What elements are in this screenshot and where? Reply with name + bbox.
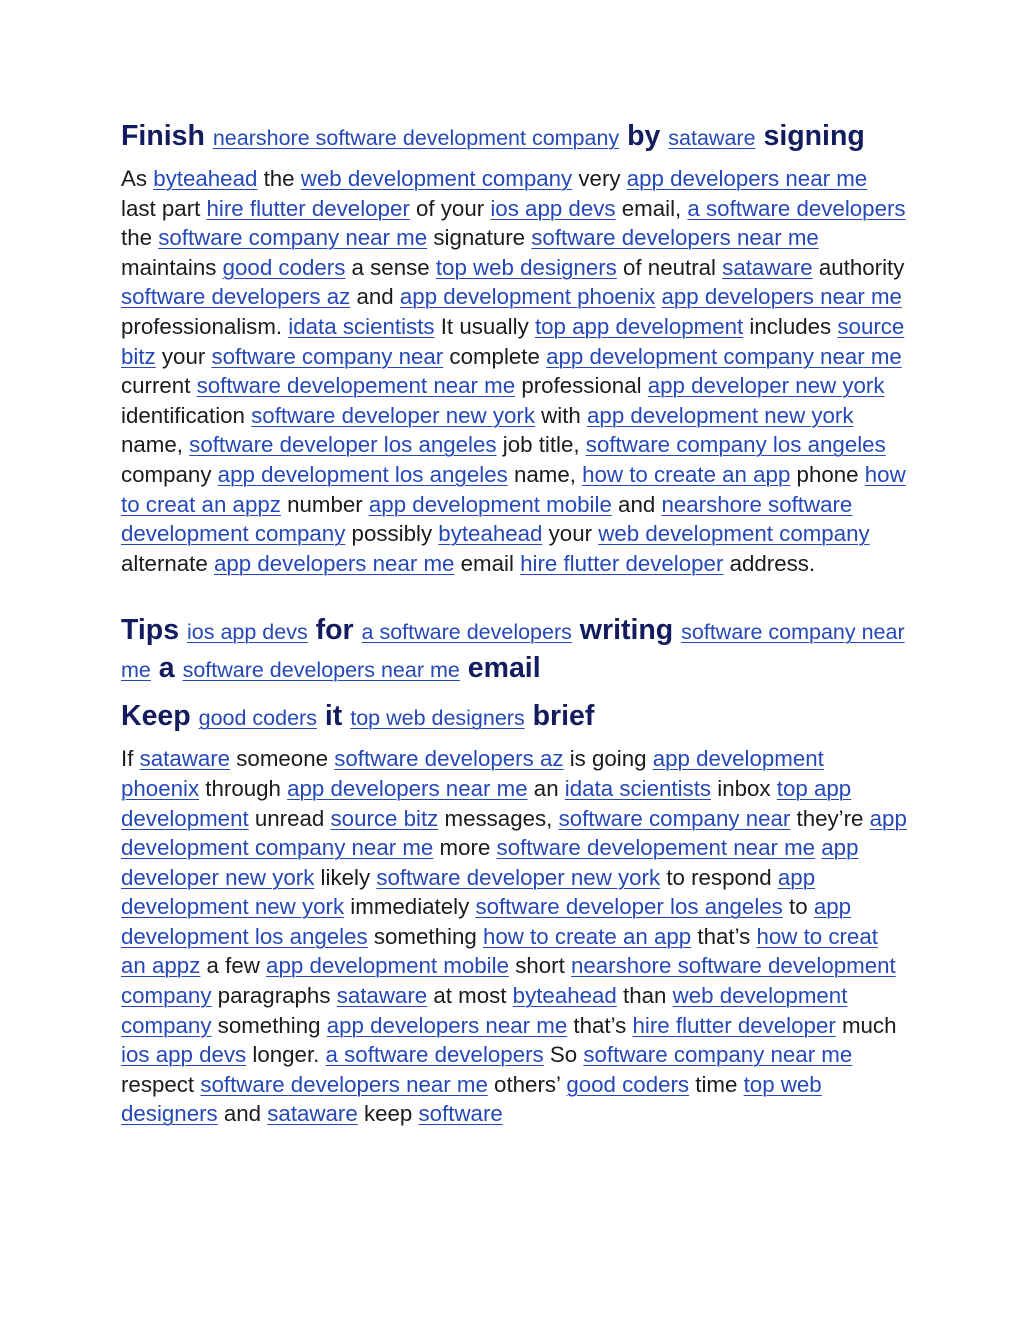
inline-link[interactable]: top web designers	[350, 706, 525, 731]
text-run: a sense	[345, 254, 436, 280]
inline-link[interactable]: app developers near me	[326, 1012, 568, 1038]
text-run: Keep	[121, 700, 199, 733]
text-run: job title,	[496, 432, 586, 458]
inline-link[interactable]: app development new york	[587, 402, 854, 428]
inline-link[interactable]: sataware	[668, 126, 756, 150]
text-run: by	[619, 120, 669, 152]
text-run: your	[155, 343, 212, 369]
text-run: keep	[357, 1101, 419, 1127]
text-run: So	[543, 1042, 584, 1068]
inline-link[interactable]: software developer los angeles	[475, 894, 783, 920]
text-run: at most	[427, 983, 513, 1009]
text-run: includes	[743, 313, 838, 339]
inline-link[interactable]: software developement near me	[496, 835, 816, 861]
text-run: paragraphs	[211, 983, 337, 1009]
text-run: possibly	[345, 521, 439, 547]
inline-link[interactable]: app developers near me	[661, 284, 902, 310]
inline-link[interactable]: software developer new york	[251, 402, 535, 428]
inline-link[interactable]: idata scientists	[564, 775, 712, 801]
inline-link[interactable]: web development company	[121, 983, 848, 1038]
text-run: As	[121, 166, 154, 191]
text-run: signing	[755, 120, 865, 152]
inline-link[interactable]: software company near	[558, 805, 791, 831]
text-run: than	[616, 983, 673, 1009]
inline-link[interactable]: good coders	[566, 1071, 690, 1097]
inline-link[interactable]: source bitz	[121, 313, 905, 369]
inline-link[interactable]: app development los angeles	[121, 894, 852, 949]
text-run: name,	[121, 432, 190, 458]
inline-link[interactable]: byteahead	[512, 983, 617, 1009]
text-run: through	[199, 775, 288, 801]
inline-link[interactable]: software company near me	[158, 225, 428, 251]
text-run: authority	[812, 254, 905, 280]
text-run: name,	[507, 461, 583, 487]
inline-link[interactable]: app development phoenix	[121, 746, 824, 801]
inline-link[interactable]: software developement near me	[196, 373, 516, 399]
inline-link[interactable]: top web designers	[121, 1071, 822, 1127]
text-run: professionalism.	[121, 313, 289, 339]
text-run: something	[211, 1012, 327, 1038]
inline-link[interactable]: software developers near me	[200, 1071, 488, 1097]
section-heading-tips	[121, 612, 907, 688]
text-run: address.	[723, 550, 816, 576]
inline-link[interactable]: byteahead	[438, 521, 543, 547]
inline-link[interactable]: sataware	[722, 254, 813, 280]
document-page	[121, 118, 907, 1129]
text-run: alternate	[121, 550, 214, 576]
inline-link[interactable]: nearshore software development company	[212, 126, 620, 150]
text-run: email	[459, 652, 541, 685]
inline-link[interactable]: software company los angeles	[585, 432, 886, 458]
text-run: and	[217, 1101, 268, 1127]
section-heading-keep-brief	[121, 698, 907, 736]
inline-link[interactable]: a software developers	[325, 1042, 544, 1068]
text-run: and	[350, 284, 400, 310]
inline-link[interactable]: software developers az	[334, 746, 564, 772]
text-run: is going	[563, 746, 653, 772]
text-run: others’	[487, 1071, 567, 1097]
inline-link[interactable]: app development mobile	[368, 491, 612, 517]
inline-link[interactable]: app developers near me	[213, 550, 455, 576]
inline-link[interactable]: sataware	[139, 746, 231, 772]
inline-link[interactable]: web development company	[598, 521, 870, 547]
inline-link[interactable]: software developer new york	[376, 864, 661, 890]
inline-link[interactable]: app development company near me	[121, 805, 907, 861]
inline-link[interactable]: byteahead	[153, 166, 258, 191]
text-run: messages,	[438, 805, 559, 831]
inline-link[interactable]: app developers near me	[626, 166, 868, 191]
inline-link[interactable]: software company near	[211, 343, 444, 369]
inline-link[interactable]: hire flutter developer	[632, 1012, 836, 1038]
text-run: inbox	[711, 775, 777, 801]
inline-link[interactable]: software developers near me	[182, 658, 460, 683]
inline-link[interactable]: app development los angeles	[217, 461, 508, 487]
text-run: likely	[314, 864, 377, 890]
inline-link[interactable]: web development company	[300, 166, 573, 191]
inline-link[interactable]: app developers near me	[287, 775, 528, 801]
text-run: longer.	[246, 1042, 326, 1068]
inline-link[interactable]: idata scientists	[288, 313, 435, 339]
text-run: a few	[200, 953, 267, 979]
text-run: with	[534, 402, 588, 428]
text-run: that’s	[691, 923, 757, 949]
text-run: signature	[427, 225, 532, 251]
inline-link[interactable]: nearshore software development company	[121, 953, 896, 1009]
inline-link[interactable]: sataware	[336, 983, 428, 1009]
text-run: immediately	[344, 894, 476, 920]
inline-link[interactable]: a software developers	[687, 195, 906, 221]
text-run: phone	[790, 461, 865, 487]
inline-link[interactable]: good coders	[198, 706, 317, 731]
inline-link[interactable]: top app development	[534, 313, 744, 339]
text-run: writing	[571, 614, 682, 647]
inline-link[interactable]: hire flutter developer	[206, 195, 410, 221]
text-run: Tips	[121, 614, 187, 647]
section-paragraph-finish	[121, 164, 907, 578]
text-run: they’re	[790, 805, 870, 831]
text-run: email	[454, 550, 521, 576]
text-run: respect	[121, 1071, 201, 1097]
inline-link[interactable]: app development new york	[121, 864, 816, 920]
section-paragraph-keep-brief	[121, 744, 907, 1129]
text-run: number	[280, 491, 369, 517]
inline-link[interactable]: app development phoenix	[399, 284, 656, 310]
inline-link[interactable]: a software developers	[361, 620, 572, 645]
text-run: maintains	[121, 254, 223, 280]
inline-link[interactable]: app development company near me	[546, 343, 902, 369]
inline-link[interactable]: how to creat an appz	[121, 923, 878, 979]
text-run: more	[433, 835, 497, 861]
text-run: it	[316, 700, 351, 733]
text-run: to	[782, 894, 814, 920]
inline-link[interactable]: source bitz	[330, 805, 439, 831]
text-run: last part	[121, 195, 207, 221]
inline-link[interactable]: ios app devs	[187, 620, 308, 645]
text-run: the	[257, 166, 301, 191]
inline-link[interactable]: app development mobile	[266, 953, 509, 979]
text-run: professional	[515, 373, 648, 399]
text-run: unread	[248, 805, 331, 831]
text-run: to respond	[660, 864, 778, 890]
inline-link[interactable]: software company near me	[583, 1042, 853, 1068]
section-heading-finish	[121, 118, 907, 156]
text-run: very	[572, 166, 627, 191]
inline-link[interactable]: ios app devs	[490, 195, 616, 221]
text-run: email,	[615, 195, 688, 221]
inline-link[interactable]: software developer los angeles	[189, 432, 497, 458]
inline-link[interactable]: how to create an app	[582, 461, 791, 487]
text-run: company	[121, 461, 218, 487]
inline-link[interactable]: how to create an app	[482, 923, 692, 949]
text-run: the	[121, 225, 159, 251]
text-run: a	[150, 652, 183, 685]
text-run: brief	[524, 700, 595, 733]
text-run: Finish	[121, 120, 213, 152]
text-run: an	[527, 775, 565, 801]
text-run: complete	[443, 343, 547, 369]
inline-link[interactable]: app developer new york	[647, 373, 885, 399]
text-run: It usually	[434, 313, 535, 339]
inline-link[interactable]: software developers near me	[531, 225, 819, 251]
text-run: identification	[121, 402, 252, 428]
text-run: short	[509, 953, 571, 979]
inline-link[interactable]: hire flutter developer	[520, 550, 724, 576]
inline-link[interactable]: sataware	[267, 1101, 358, 1127]
text-run: of neutral	[616, 254, 723, 280]
text-run: of your	[409, 195, 491, 221]
inline-link[interactable]: software developers az	[121, 284, 351, 310]
inline-link[interactable]: software	[418, 1101, 503, 1127]
inline-link[interactable]: nearshore software development company	[121, 491, 853, 547]
inline-link[interactable]: good coders	[222, 254, 346, 280]
inline-link[interactable]: how to creat an appz	[121, 461, 906, 517]
inline-link[interactable]: software company near me	[121, 620, 905, 683]
text-run: for	[307, 614, 362, 647]
text-run: time	[689, 1071, 744, 1097]
text-run: your	[542, 521, 599, 547]
text-run: and	[611, 491, 662, 517]
inline-link[interactable]: top web designers	[435, 254, 617, 280]
text-run: much	[835, 1012, 897, 1038]
text-run: If	[121, 746, 140, 772]
inline-link[interactable]: app developer new york	[121, 835, 859, 890]
text-run: current	[121, 373, 197, 399]
text-run: something	[367, 923, 483, 949]
inline-link[interactable]: top app development	[121, 775, 852, 831]
text-run: that’s	[567, 1012, 633, 1038]
inline-link[interactable]: ios app devs	[121, 1042, 247, 1068]
text-run: someone	[230, 746, 335, 772]
